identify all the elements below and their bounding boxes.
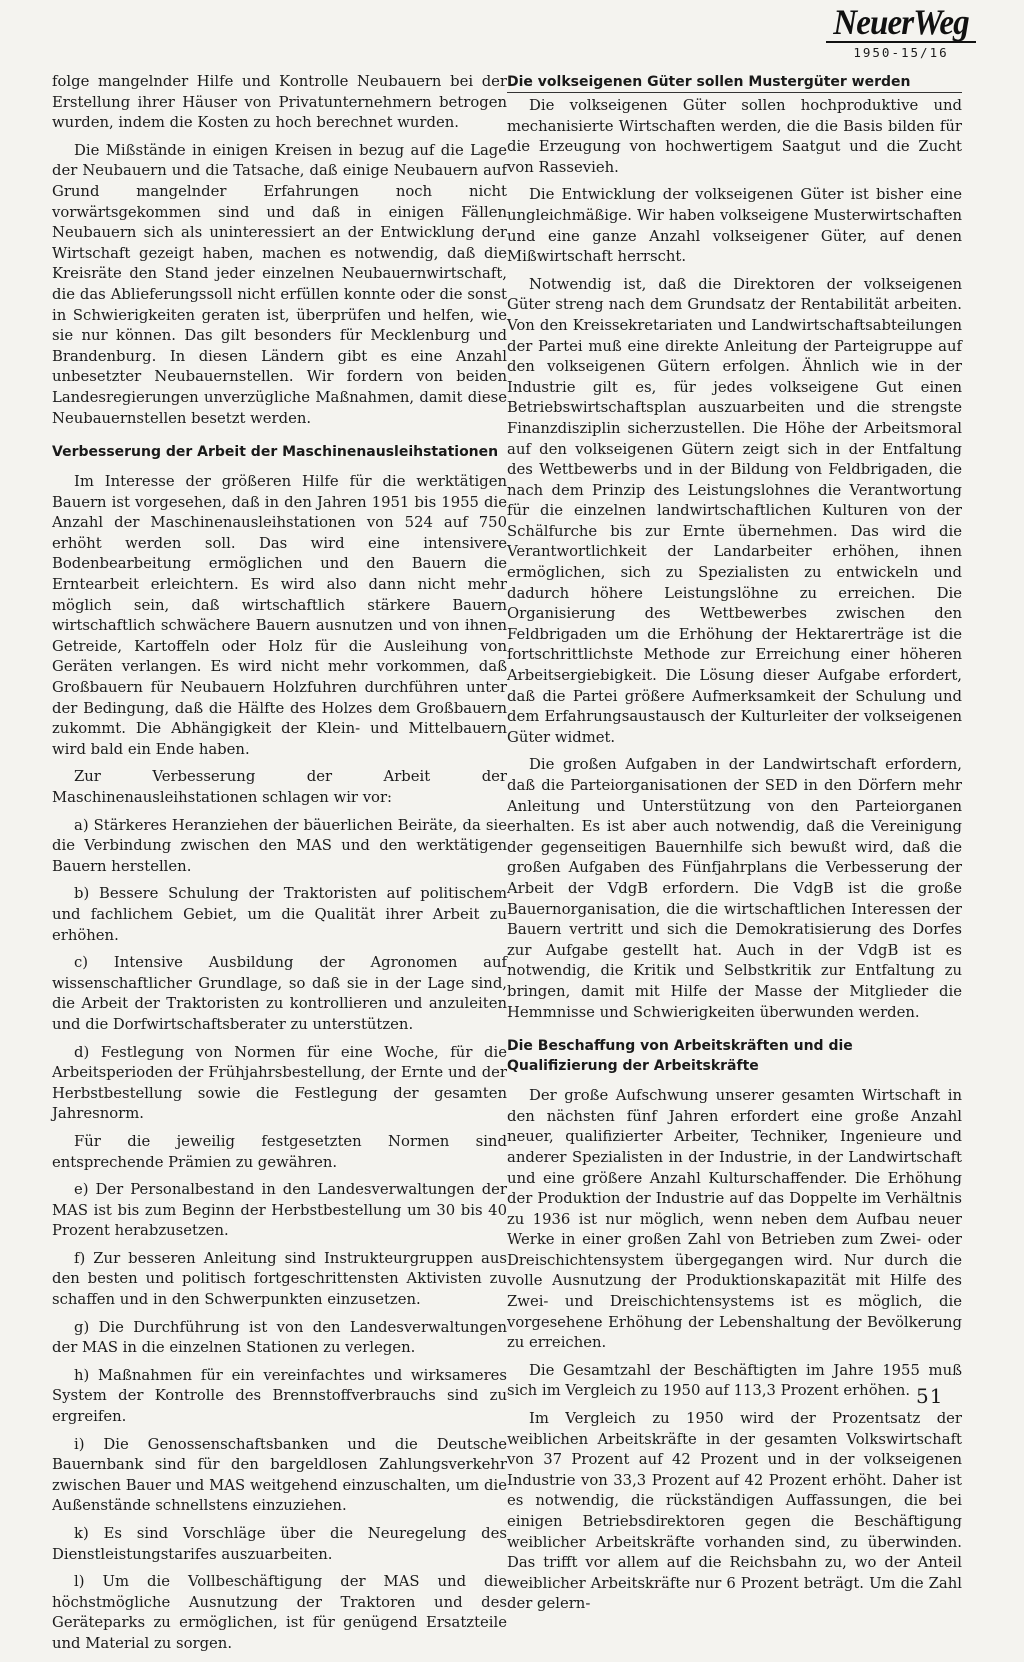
paragraph: i) Die Genossenschaftsbanken und die Deutsche Bauernbank sind für den bargeldlosen Zahlungsverkehr zwischen Bauer und MAS weitgehend einzuschalten, um die Außenstände schnellstens einzuziehen. [52, 1435, 507, 1515]
paragraph: Im Interesse der größeren Hilfe für die werktätigen Bauern ist vorgesehen, daß in den Jahren 1951 bis 1955 die Anzahl der Maschinenausleihstationen von 524 auf 750 erhöht werden soll. Das wird eine intensivere Bodenbearbeitung ermöglichen und den Bauern die Erntearbeit erleichtern. Es wird also dann nicht mehr möglich sein, daß wirtschaftlich stärkere Bauern wirtschaftlich schwächere Bauern ausnutzen und von ihnen Getreide, Kartoffeln oder Holz für die Ausleihung von Geräten verlangen. Es wird nicht mehr vorkommen, daß Großbauern für Neubauern Holzfuhren durchführen unter der Bedingung, daß die Hälfte des Holzes dem Großbauern zukommt. Die Abhängigkeit der Klein- und Mittelbauern wird bald ein Ende haben. [52, 473, 507, 758]
paragraph: folge mangelnder Hilfe und Kontrolle Neubauern bei der Erstellung ihrer Häuser von Privatunternehmern betrogen wurden, indem die Kosten zu hoch berechnet wurden. [52, 73, 507, 132]
issue-number: 1950-15/16 [826, 41, 976, 60]
paragraph: f) Zur besseren Anleitung sind Instrukteurgruppen aus den besten und politisch fortgeschrittensten Aktivisten zu schaffen und in den Schwerpunkten einzusetzen. [52, 1249, 507, 1309]
paragraph: Notwendig ist, daß die Direktoren der volkseigenen Güter streng nach dem Grundsatz der Rentabilität arbeiten. Von den Kreissekretariaten und Landwirtschaftsabteilungen der Partei muß eine direkte Anleitung der Parteigruppe auf den volkseigenen Gütern erfolgen. Ähnlich wie in der Industrie gilt es, für jedes volkseigene Gut einen Betriebswirtschaftsplan auszuarbeiten und die strengste Finanzdisziplin sicherzustellen. Die Höhe der Arbeitsmoral auf den volkseigenen Gütern zeigt sich in der Entfaltung des Wettbewerbs und in der Bildung von Feldbrigaden, die nach dem Prinzip des Leistungslohnes die Verantwortung für die einzelnen landwirtschaftlichen Kulturen von der Schälfurche bis zur Ernte übernehmen. Das wird die Verantwortlichkeit der Landarbeiter erhöhen, ihnen ermöglichen, sich zu Spezialisten zu entwickeln und dadurch höhere Leistungslöhne zu erreichen. Die Organisierung des Wettbewerbes zwischen den Feldbrigaden um die Erhöhung der Hektarerträge ist die fortschrittlichste Methode zur Erreichung einer höheren Arbeitsergiebigkeit. Die Lösung dieser Aufgabe erfordert, daß die Partei größere Aufmerksamkeit der Schulung und dem Erfahrungsaustausch der Kulturleiter der volkseigenen Güter widmet. [507, 275, 962, 746]
left-column [52, 72, 507, 1662]
paragraph: k) Es sind Vorschläge über die Neuregelung des Dienstleistungstarifes auszuarbeiten. [52, 1525, 507, 1563]
paragraph: a) Stärkeres Heranziehen der bäuerlichen Beiräte, da sie die Verbindung zwischen den MAS und den werktätigen Bauern herstellen. [52, 816, 507, 875]
paragraph: l) Um die Vollbeschäftigung der MAS und die höchstmögliche Ausnutzung der Traktoren und des Geräteparks zu ermöglichen, ist für genügend Ersatzteile und Material zu sorgen. [52, 1573, 507, 1652]
section-heading: Verbesserung der Arbeit der Maschinenausleihstationen [52, 444, 499, 461]
paragraph: Zur Verbesserung der Arbeit der Maschinenausleihstationen schlagen wir vor: [52, 768, 507, 806]
section-heading: Die Beschaffung von Arbeitskräften und die Qualifizierung der Arbeitskräfte [507, 1038, 853, 1075]
paragraph: g) Die Durchführung ist von den Landesverwaltungen der MAS in die einzelnen Stationen zu verlegen. [52, 1318, 507, 1357]
right-column [507, 72, 962, 1622]
paragraph: h) Maßnahmen für ein vereinfachtes und wirksameres System der Kontrolle des Brennstoffverbrauchs sind zu ergreifen. [52, 1366, 507, 1426]
paragraph: e) Der Personalbestand in den Landesverwaltungen der MAS ist bis zum Beginn der Herbstbestellung um 30 bis 40 Prozent herabzusetzen. [52, 1181, 507, 1240]
masthead-logo: NeuerWeg [833, 2, 969, 42]
paragraph: Der große Aufschwung unserer gesamten Wirtschaft in den nächsten fünf Jahren erfordert eine große Anzahl neuer, qualifizierter Arbeiter, Techniker, Ingenieure und anderer Spezialisten in der Industrie, in der Landwirtschaft und eine größere Anzahl Kulturschaffender. Die Erhöhung der Produktion der Industrie auf das Doppelte im Verhältnis zu 1936 ist nur möglich, wenn neben dem Aufbau neuer Werke in einer großen Zahl von Betrieben zum Zwei- oder Dreischichtensystem übergegangen wird. Nur durch die volle Ausnutzung der Produktionskapazität mit Hilfe des Zwei- und Dreischichtensystems ist es möglich, die vorgesehene Erhöhung der Lebenshaltung der Bevölkerung zu erreichen. [507, 1087, 962, 1352]
paragraph: d) Festlegung von Normen für eine Woche, für die Arbeitsperioden der Frühjahrsbestellung, der Ernte und der Herbstbestellung sowie die Festlegung der gesamten Jahresnorm. [52, 1043, 507, 1123]
page-number: 51 [916, 1384, 944, 1408]
paragraph: Die volkseigenen Güter sollen hochproduktive und mechanisierte Wirtschaften werden, die die Basis bilden für die Erzeugung von hochwertigem Saatgut und die Zucht von Rassevieh. [507, 97, 962, 176]
paragraph: Die Mißstände in einigen Kreisen in bezug auf die Lage der Neubauern und die Tatsache, daß einige Neubauern auf Grund mangelnder Erfahrungen noch nicht vorwärtsgekommen sind und daß in einigen Fällen Neubauern sich als uninteressiert an der Entwicklung der Wirtschaft gezeigt haben, machen es notwendig, daß die Kreisräte den Stand jeder einzelnen Neubauernwirtschaft, die das Ablieferungssoll nicht erfüllen konnte oder die sonst in Schwierigkeiten geraten ist, überprüfen und helfen, wie sie nur können. Das gilt besonders für Mecklenburg und Brandenburg. In diesen Ländern gibt es eine Anzahl unbesetzter Neubauernstellen. Wir fordern von beiden Landesregierungen unverzügliche Maßnahmen, damit diese Neubauernstellen besetzt werden. [52, 141, 507, 427]
paragraph: Die Entwicklung der volkseigenen Güter ist bisher eine ungleichmäßige. Wir haben volkseigene Musterwirtschaften und eine ganze Anzahl volkseigener Güter, auf denen Mißwirtschaft herrscht. [507, 186, 962, 266]
section-heading: Die volkseigenen Güter sollen Mustergüter werden [507, 72, 962, 93]
paragraph: Für die jeweilig festgesetzten Normen sind entsprechende Prämien zu gewähren. [52, 1132, 507, 1171]
paragraph: b) Bessere Schulung der Traktoristen auf politischem und fachlichem Gebiet, um die Qualität ihrer Arbeit zu erhöhen. [52, 885, 507, 944]
masthead [826, 4, 976, 60]
paragraph: Im Vergleich zu 1950 wird der Prozentsatz der weiblichen Arbeitskräfte in der gesamten Volkswirtschaft von 37 Prozent auf 42 Prozent und in der volkseigenen Industrie von 33,3 Prozent auf 42 Prozent erhöht. Daher ist es notwendig, die rückständigen Auffassungen, die bei einigen Betriebsdirektoren gegen die Beschäftigung weiblicher Arbeitskräfte vorhanden sind, zu überwinden. Das trifft vor allem auf die Reichsbahn zu, wo der Anteil weiblicher Arbeitskräfte nur 6 Prozent beträgt. Um die Zahl der gelern- [507, 1410, 962, 1613]
paragraph: Die großen Aufgaben in der Landwirtschaft erfordern, daß die Parteiorganisationen der SED in den Dörfern mehr Anleitung und Unterstützung von den Parteiorganen erhalten. Es ist aber auch notwendig, daß die Vereinigung der gegenseitigen Bauernhilfe sich bewußt wird, daß die großen Aufgaben des Fünfjahrplans die Verbesserung der Arbeit der VdgB erfordern. Die VdgB ist die große Bauernorganisation, die die wirtschaftlichen Interessen der Bauern vertritt und sich die Demokratisierung des Dorfes zur Aufgabe gestellt hat. Auch in der VdgB ist es notwendig, die Kritik und Selbstkritik zur Entfaltung zu bringen, damit mit Hilfe der Masse der Mitglieder die Hemmnisse und Schwierigkeiten überwunden werden. [507, 756, 962, 1021]
paragraph: Die Gesamtzahl der Beschäftigten im Jahre 1955 muß sich im Vergleich zu 1950 auf 113,3 Prozent erhöhen. [507, 1361, 962, 1400]
paragraph: c) Intensive Ausbildung der Agronomen auf wissenschaftlicher Grundlage, so daß sie in der Lage sind, die Arbeit der Traktoristen zu kontrollieren und anzuleiten und die Dorfwirtschaftsberater zu unterstützen. [52, 954, 507, 1033]
